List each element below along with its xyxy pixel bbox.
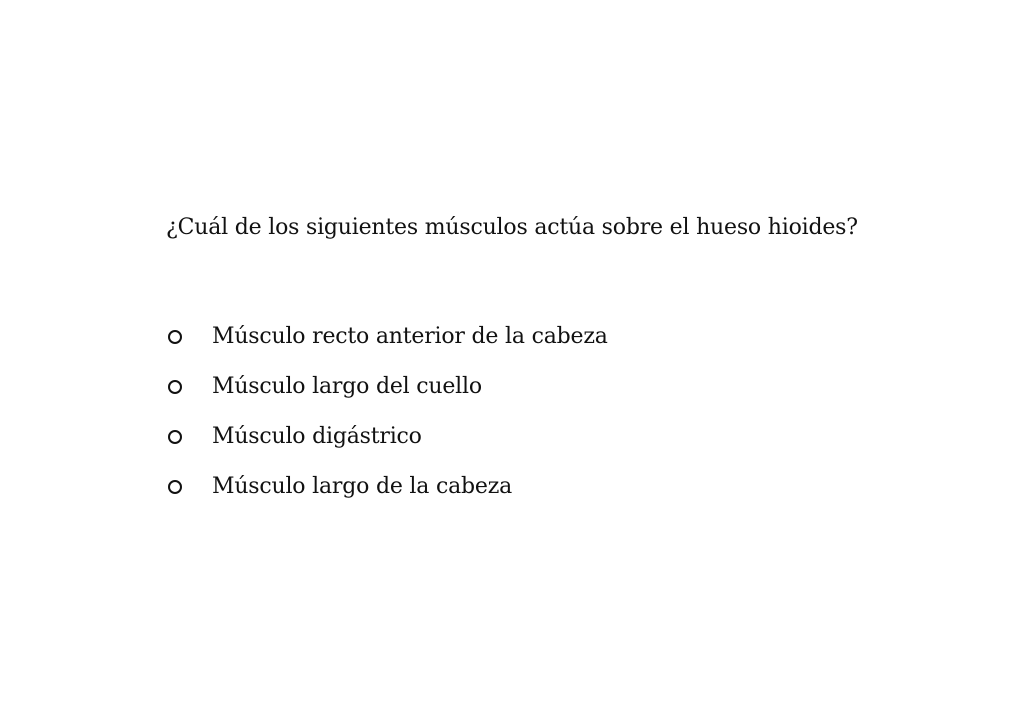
radio-circle-icon[interactable] <box>168 430 182 444</box>
options-list <box>166 312 926 512</box>
option-1[interactable] <box>166 312 926 362</box>
option-4[interactable] <box>166 462 926 512</box>
option-label: Músculo recto anterior de la cabeza <box>212 324 608 349</box>
option-2[interactable] <box>166 362 926 412</box>
option-label: Músculo largo de la cabeza <box>212 474 513 499</box>
radio-circle-icon[interactable] <box>168 380 182 394</box>
quiz-card <box>166 212 926 512</box>
option-3[interactable] <box>166 412 926 462</box>
question-text: ¿Cuál de los siguientes músculos actúa sobre el hueso hioides? <box>166 215 858 240</box>
radio-circle-icon[interactable] <box>168 480 182 494</box>
option-label: Músculo digástrico <box>212 424 422 449</box>
radio-circle-icon[interactable] <box>168 330 182 344</box>
option-label: Músculo largo del cuello <box>212 374 482 399</box>
